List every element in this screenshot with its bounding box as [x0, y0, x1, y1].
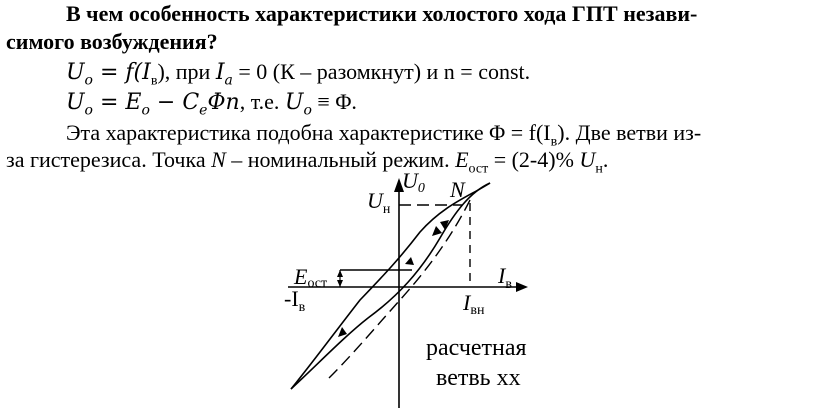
neg-ib-label: $-I_в$ [284, 286, 306, 315]
para1-a: Эта характеристика подобна характеристике Φ = f(I [66, 120, 551, 145]
formula2-u2-sub: o [303, 102, 312, 119]
formula1-mid-sub: в [150, 73, 158, 89]
formula2-c-sub: e [199, 102, 208, 119]
question-line-2: симого возбуждения? [6, 29, 218, 54]
formula2-e: = E [92, 90, 142, 115]
eost-arrow-up-icon [337, 270, 343, 277]
para2-e: E [455, 147, 469, 172]
formula2-c: − C [149, 90, 200, 115]
formula1-lhs-sub: o [84, 72, 93, 89]
para1-sub: в [550, 134, 558, 150]
para2-n: N [211, 147, 226, 172]
ib-axis-label: $I_в$ [498, 263, 512, 292]
para2-e-sub: ост [468, 161, 489, 177]
calc-branch-label-2: ветвь хх [436, 365, 521, 391]
para1-b: ). Две ветви из- [557, 120, 702, 145]
formula1-ia-sub: a [224, 72, 233, 89]
eost-label: Eост [294, 264, 328, 291]
formula1-lhs: U [66, 60, 85, 85]
para2-a: за гистерезиса. Точка [6, 147, 212, 172]
x-axis-arrow-icon [516, 282, 528, 292]
calc-branch-label-1: расчетная [426, 335, 527, 361]
question-line-1: В чем особенность характеристики холостого хода ГПТ незави- [66, 1, 698, 26]
para2-b: – номинальный режим. [225, 147, 456, 172]
n-point-label: N [450, 177, 465, 202]
arrow-dashed-icon [405, 257, 414, 265]
eost-arrow-down-icon [337, 280, 343, 287]
para2-u-sub: н [595, 161, 603, 177]
para2-c: = (2-4)% [488, 147, 580, 172]
para2-u: U [579, 147, 596, 172]
u0-label: U0 [402, 168, 425, 196]
formula2-u: U [66, 90, 85, 115]
formula2-u-sub: o [84, 102, 93, 119]
formula2-phin: Φn [207, 90, 240, 115]
formula1-rest: = 0 (К – разомкнут) и n = const. [232, 59, 531, 84]
arrow-down-icon [338, 327, 347, 337]
un-label: $U_н$ [367, 188, 391, 217]
formula2-equiv: ≡ Φ. [311, 89, 357, 114]
arrow-up-icon [432, 226, 442, 236]
formula2-u2: U [284, 90, 304, 115]
formula1-ia: I [215, 60, 225, 85]
formula2-ie: , т.е. [239, 89, 285, 114]
formula2-e-sub: o [141, 102, 150, 119]
formula1-mid: = f(I [92, 60, 151, 85]
para2-end: . [602, 147, 609, 172]
formula1-after: ), при [157, 59, 216, 84]
ibn-label: Iвн [463, 290, 485, 318]
